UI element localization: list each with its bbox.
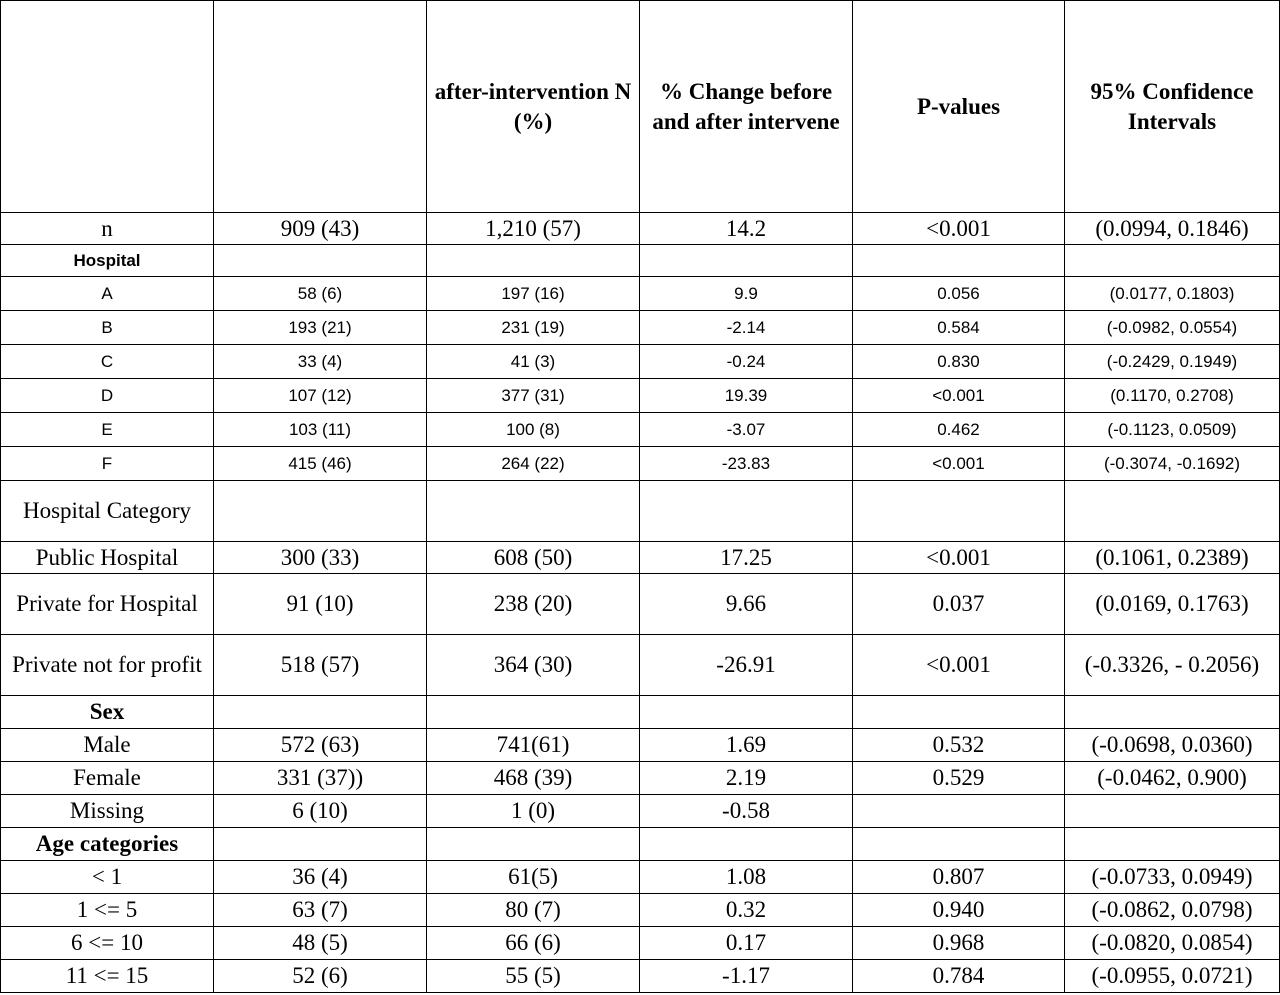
ci-cell: (-0.2429, 0.1949) (1065, 345, 1280, 379)
table-body (1, 213, 1280, 993)
table-row (1, 861, 1280, 894)
ci-cell: (-0.0955, 0.0721) (1065, 960, 1280, 993)
p-value-cell (853, 828, 1065, 861)
change-cell: -3.07 (640, 413, 853, 447)
row-label: E (1, 413, 214, 447)
p-value-cell: <0.001 (853, 213, 1065, 245)
p-value-cell: 0.940 (853, 894, 1065, 927)
before-cell: 33 (4) (214, 345, 427, 379)
table-row (1, 311, 1280, 345)
row-label: F (1, 447, 214, 481)
after-cell (427, 245, 640, 277)
after-cell: 55 (5) (427, 960, 640, 993)
p-value-cell: 0.462 (853, 413, 1065, 447)
after-cell: 377 (31) (427, 379, 640, 413)
header-p-values: P-values (853, 1, 1065, 213)
before-cell: 572 (63) (214, 729, 427, 762)
row-label: Missing (1, 795, 214, 828)
table-row (1, 729, 1280, 762)
change-cell: 14.2 (640, 213, 853, 245)
ci-cell: (-0.1123, 0.0509) (1065, 413, 1280, 447)
change-cell (640, 696, 853, 729)
ci-cell: (-0.0733, 0.0949) (1065, 861, 1280, 894)
after-cell: 264 (22) (427, 447, 640, 481)
before-cell: 6 (10) (214, 795, 427, 828)
table-row (1, 762, 1280, 795)
before-cell: 300 (33) (214, 542, 427, 574)
before-cell: 415 (46) (214, 447, 427, 481)
before-cell (214, 828, 427, 861)
ci-cell (1065, 828, 1280, 861)
table-row (1, 635, 1280, 696)
before-cell (214, 481, 427, 542)
after-cell: 61(5) (427, 861, 640, 894)
row-label: Female (1, 762, 214, 795)
ci-cell: (0.0994, 0.1846) (1065, 213, 1280, 245)
p-value-cell: <0.001 (853, 542, 1065, 574)
p-value-cell: <0.001 (853, 447, 1065, 481)
change-cell: -0.24 (640, 345, 853, 379)
table-row (1, 542, 1280, 574)
before-cell: 103 (11) (214, 413, 427, 447)
row-label: D (1, 379, 214, 413)
after-cell: 238 (20) (427, 574, 640, 635)
after-cell: 41 (3) (427, 345, 640, 379)
after-cell (427, 828, 640, 861)
ci-cell (1065, 795, 1280, 828)
ci-cell: (0.0177, 0.1803) (1065, 277, 1280, 311)
table-row (1, 894, 1280, 927)
ci-cell: (-0.0462, 0.900) (1065, 762, 1280, 795)
row-label: < 1 (1, 861, 214, 894)
before-cell: 518 (57) (214, 635, 427, 696)
change-cell: 9.66 (640, 574, 853, 635)
ci-cell (1065, 481, 1280, 542)
p-value-cell: 0.830 (853, 345, 1065, 379)
p-value-cell: 0.784 (853, 960, 1065, 993)
p-value-cell (853, 696, 1065, 729)
ci-cell: (-0.0982, 0.0554) (1065, 311, 1280, 345)
after-cell: 231 (19) (427, 311, 640, 345)
table-row (1, 447, 1280, 481)
change-cell: 19.39 (640, 379, 853, 413)
row-label: Male (1, 729, 214, 762)
ci-cell: (-0.0698, 0.0360) (1065, 729, 1280, 762)
header-label-column (1, 1, 214, 213)
after-cell (427, 481, 640, 542)
after-cell: 100 (8) (427, 413, 640, 447)
p-value-cell (853, 795, 1065, 828)
change-cell (640, 245, 853, 277)
p-value-cell: 0.532 (853, 729, 1065, 762)
row-label: Private for Hospital (1, 574, 214, 635)
ci-cell: (-0.3074, -0.1692) (1065, 447, 1280, 481)
ci-cell: (0.0169, 0.1763) (1065, 574, 1280, 635)
before-cell: 91 (10) (214, 574, 427, 635)
ci-cell (1065, 245, 1280, 277)
table-row (1, 574, 1280, 635)
after-cell: 468 (39) (427, 762, 640, 795)
header-confidence-intervals: 95% Confidence Intervals (1065, 1, 1280, 213)
table-row (1, 828, 1280, 861)
before-cell: 107 (12) (214, 379, 427, 413)
p-value-cell (853, 481, 1065, 542)
table-row (1, 213, 1280, 245)
p-value-cell: 0.056 (853, 277, 1065, 311)
row-label: A (1, 277, 214, 311)
change-cell: 17.25 (640, 542, 853, 574)
before-cell: 52 (6) (214, 960, 427, 993)
p-value-cell: 0.037 (853, 574, 1065, 635)
ci-cell: (0.1061, 0.2389) (1065, 542, 1280, 574)
row-label: Age categories (1, 828, 214, 861)
after-cell: 1,210 (57) (427, 213, 640, 245)
row-label: 11 <= 15 (1, 960, 214, 993)
before-cell: 58 (6) (214, 277, 427, 311)
header-percent-change: % Change before and after intervene (640, 1, 853, 213)
row-label: n (1, 213, 214, 245)
after-cell: 364 (30) (427, 635, 640, 696)
header-row (1, 1, 1280, 213)
p-value-cell: 0.968 (853, 927, 1065, 960)
table-row (1, 245, 1280, 277)
row-label: C (1, 345, 214, 379)
row-label: Sex (1, 696, 214, 729)
change-cell: -1.17 (640, 960, 853, 993)
table-row (1, 481, 1280, 542)
header-before-column (214, 1, 427, 213)
before-cell (214, 696, 427, 729)
change-cell: 1.69 (640, 729, 853, 762)
row-label: Hospital (1, 245, 214, 277)
change-cell (640, 481, 853, 542)
row-label: 6 <= 10 (1, 927, 214, 960)
table-row (1, 960, 1280, 993)
before-cell: 193 (21) (214, 311, 427, 345)
change-cell: 2.19 (640, 762, 853, 795)
change-cell: 0.32 (640, 894, 853, 927)
p-value-cell: 0.807 (853, 861, 1065, 894)
row-label: 1 <= 5 (1, 894, 214, 927)
table-row (1, 927, 1280, 960)
change-cell: -2.14 (640, 311, 853, 345)
after-cell: 1 (0) (427, 795, 640, 828)
p-value-cell: 0.529 (853, 762, 1065, 795)
ci-cell: (-0.3326, - 0.2056) (1065, 635, 1280, 696)
after-cell (427, 696, 640, 729)
header-after-intervention: after-intervention N (%) (427, 1, 640, 213)
before-cell (214, 245, 427, 277)
table-row (1, 277, 1280, 311)
before-cell: 36 (4) (214, 861, 427, 894)
after-cell: 741(61) (427, 729, 640, 762)
row-label: B (1, 311, 214, 345)
change-cell: 1.08 (640, 861, 853, 894)
after-cell: 80 (7) (427, 894, 640, 927)
table-row (1, 795, 1280, 828)
after-cell: 197 (16) (427, 277, 640, 311)
p-value-cell: <0.001 (853, 635, 1065, 696)
after-cell: 608 (50) (427, 542, 640, 574)
ci-cell: (0.1170, 0.2708) (1065, 379, 1280, 413)
after-cell: 66 (6) (427, 927, 640, 960)
row-label: Private not for profit (1, 635, 214, 696)
before-cell: 331 (37)) (214, 762, 427, 795)
before-cell: 909 (43) (214, 213, 427, 245)
before-cell: 48 (5) (214, 927, 427, 960)
before-cell: 63 (7) (214, 894, 427, 927)
change-cell: -26.91 (640, 635, 853, 696)
p-value-cell: <0.001 (853, 379, 1065, 413)
p-value-cell: 0.584 (853, 311, 1065, 345)
row-label: Hospital Category (1, 481, 214, 542)
change-cell (640, 828, 853, 861)
ci-cell: (-0.0820, 0.0854) (1065, 927, 1280, 960)
p-value-cell (853, 245, 1065, 277)
row-label: Public Hospital (1, 542, 214, 574)
table-row (1, 379, 1280, 413)
change-cell: -0.58 (640, 795, 853, 828)
table-row (1, 413, 1280, 447)
change-cell: 0.17 (640, 927, 853, 960)
ci-cell: (-0.0862, 0.0798) (1065, 894, 1280, 927)
change-cell: -23.83 (640, 447, 853, 481)
table-row (1, 345, 1280, 379)
change-cell: 9.9 (640, 277, 853, 311)
ci-cell (1065, 696, 1280, 729)
table-row (1, 696, 1280, 729)
